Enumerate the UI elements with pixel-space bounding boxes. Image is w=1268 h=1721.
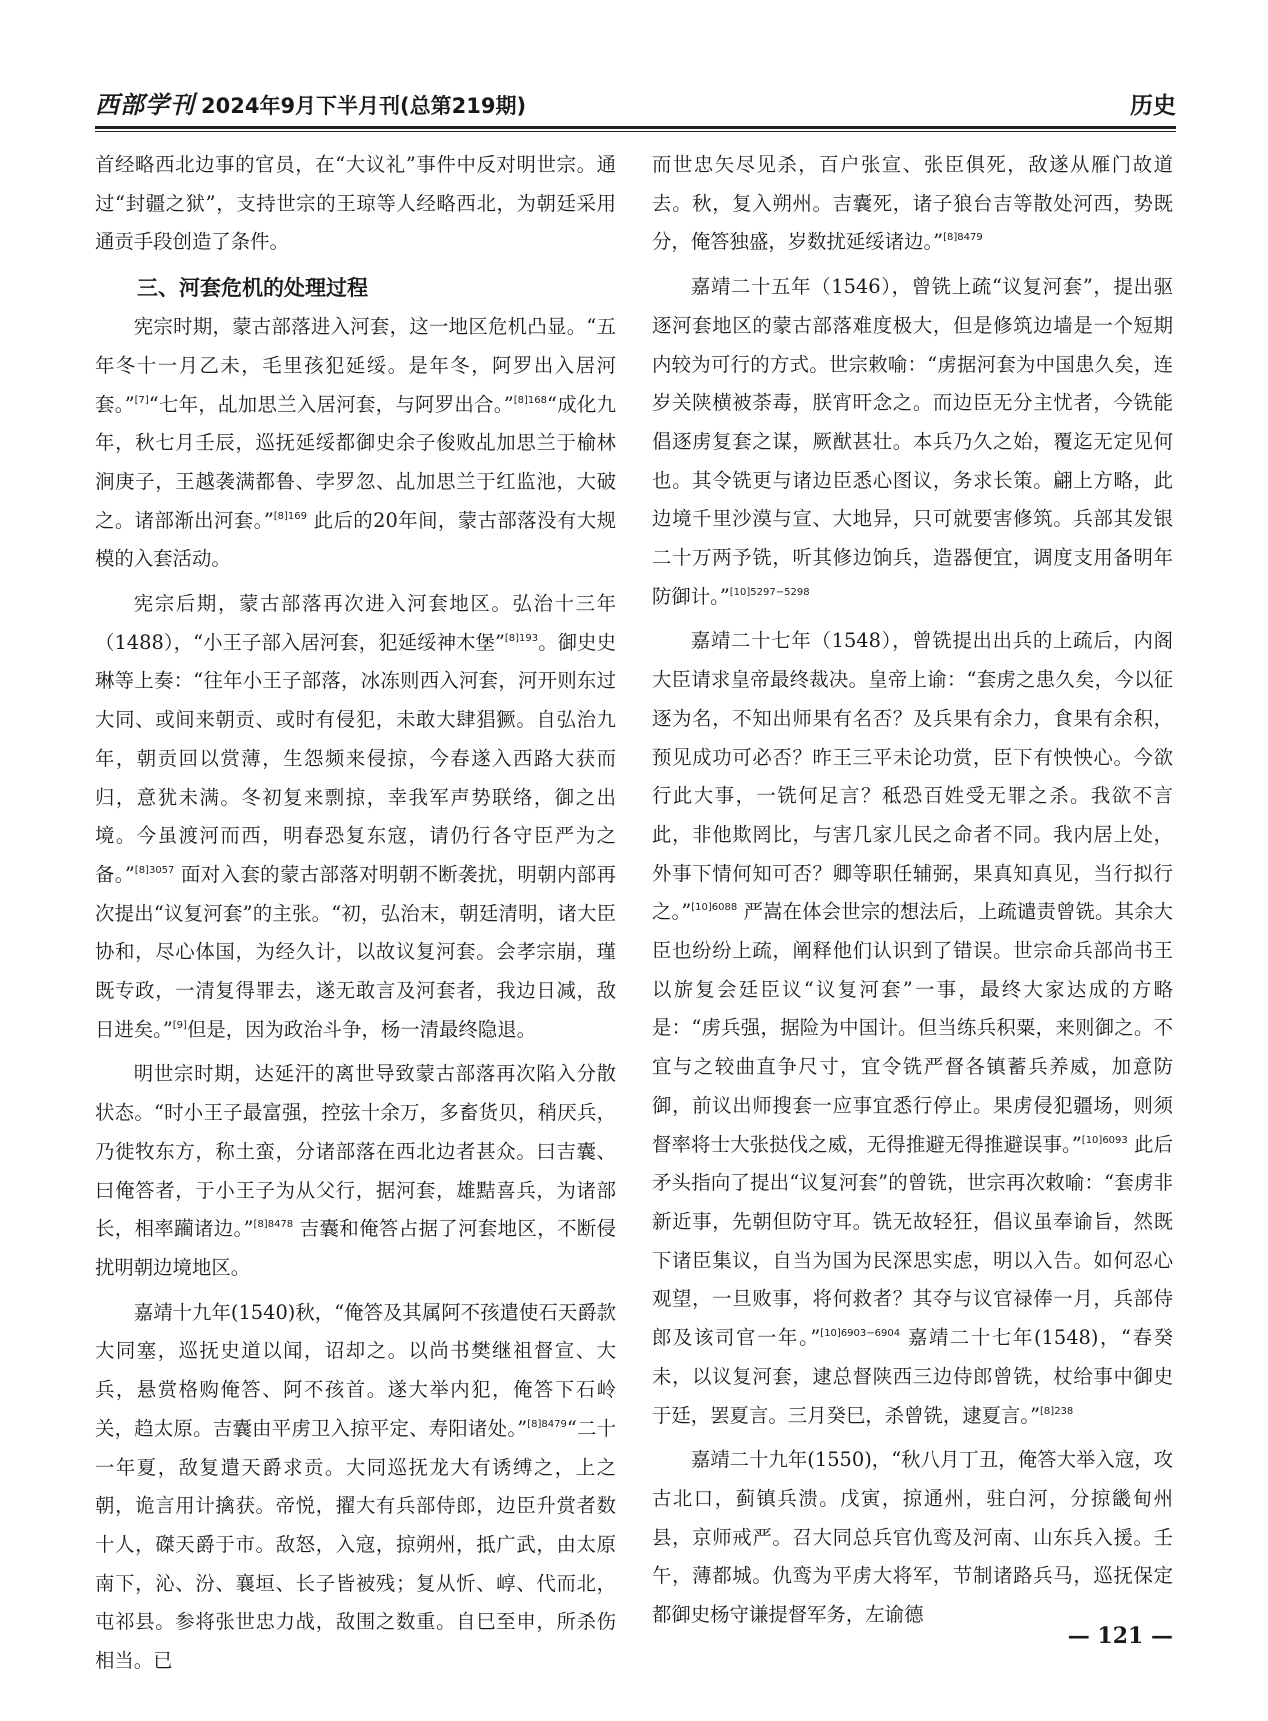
citation-ref: [8]193 xyxy=(504,632,539,644)
paragraph xyxy=(95,1294,616,1681)
citation-ref: [9] xyxy=(172,1019,187,1031)
text-run: 嘉靖二十七年(1548)，“春癸未，以议复河套，逮总督陕西三边侍郎曾铣，杖给事中御史于廷，罢夏言。三月癸巳，杀曾铣，逮夏言。” xyxy=(652,1326,1173,1427)
running-header xyxy=(95,86,1176,120)
paragraph xyxy=(652,1441,1173,1635)
text-run: 宪宗时期，蒙古部落进入河套，这一地区危机凸显。“五年冬十一月乙未，毛里孩犯延绥。是年冬，阿罗出入居河套。” xyxy=(95,315,616,416)
text-run: “二十一年夏，敌复遣天爵求贡。大同巡抚龙大有诱缚之，上之朝，诡言用计擒获。帝悦，擢大有兵部侍郎，边臣升赏者数十人，磔天爵于市。敌怒，入寇，掠朔州，抵广武，由太原南下，沁、汾、襄垣、长子皆被残；复从忻、崞、代而北，屯祁县。参将张世忠力战，敌围之数重。自巳至申，所杀伤相当。已 xyxy=(95,1416,616,1673)
citation-ref: [10]5297−5298 xyxy=(729,586,810,598)
header-rule-thin xyxy=(95,131,1176,132)
issue-info: 2024年9月下半月刊(总第219期) xyxy=(201,94,527,118)
text-run: 明世宗时期，达延汗的离世导致蒙古部落再次陷入分散状态。“时小王子最富强，控弦十余万，多畜货贝，稍厌兵，乃徙牧东方，称土蛮，分诸部落在西北边者甚众。曰吉囊、曰俺答者，于小王子为从父行，据河套，雄黠喜兵，为诸部长，相率躏诸边。” xyxy=(95,1062,616,1241)
text-run: 。御史史琳等上奏：“往年小王子部落，冰冻则西入河套，河开则东过大同、或间来朝贡、或时有侵犯，未敢大肆猖獗。自弘治九年，朝贡回以赏薄，生怨频来侵掠，今春遂入西路大获而归，意犹未满。冬初复来剽掠，幸我军声势联络，御之出境。今虽渡河而西，明春恐复东寇，请仍行各守臣严为之备。” xyxy=(95,630,616,886)
citation-ref: [8]8478 xyxy=(253,1219,294,1231)
header-rule-thick xyxy=(95,126,1176,129)
text-run: “七年，乩加思兰入居河套，与阿罗出合。” xyxy=(148,392,514,416)
citation-ref: [8]8479 xyxy=(943,232,983,244)
text-run: 严嵩在体会世宗的想法后，上疏谴责曾铣。其余大臣也纷纷上疏，阐释他们认识到了错误。世宗命兵部尚书王以旂复会廷臣议“议复河套”一事，最终大家达成的方略是：“虏兵强，据险为中国计。但当练兵积粟，来则御之。不宜与之较曲直争尺寸，宜令铣严督各镇蓄兵养威，加意防御，前议出师搜套一应事宜悉行停止。果虏侵犯疆场，则须督率将士大张挞伐之威，无得推避无得推避误事。” xyxy=(652,900,1173,1156)
text-run: 此后矛头指向了提出“议复河套”的曾铣，世宗再次敕喻：“套虏非新近事，先朝但防守耳。铣无故轻狂，倡议虽奉谕旨，然既下诸臣集议，自当为国为民深思实虑，明以入告。如何忍心观望，一旦败事，将何救者？其夺与议官禄俸一月，兵部侍郎及该司官一年。” xyxy=(652,1132,1173,1350)
paragraph xyxy=(95,1055,616,1287)
text-run: 三、河套危机的处理过程 xyxy=(137,276,368,301)
citation-ref: [8]3057 xyxy=(134,864,175,876)
text-run: 宪宗后期，蒙古部落再次进入河套地区。弘治十三年（1488），“小王子部入居河套，犯延绥神木堡” xyxy=(95,592,616,654)
citation-ref: [7] xyxy=(134,394,149,406)
right-column xyxy=(652,146,1173,1641)
citation-ref: [8]169 xyxy=(273,510,308,522)
journal-logo: 西部学刊 xyxy=(95,90,195,119)
paragraph xyxy=(95,308,616,579)
citation-ref: [10]6903−6904 xyxy=(820,1328,901,1340)
text-run: 但是，因为政治斗争，杨一清最终隐退。 xyxy=(186,1017,536,1041)
text-run: 而世忠矢尽见杀，百户张宣、张臣俱死，敌遂从雁门故道去。秋，复入朔州。吉囊死，诸子狼台吉等散处河西，势既分，俺答独盛，岁数扰延绥诸边。” xyxy=(652,153,1173,254)
text-run: 吉囊和俺答占据了河套地区，不断侵扰明朝边境地区。 xyxy=(95,1217,616,1279)
text-run: “成化九年，秋七月壬辰，巡抚延绥都御史余子俊败乩加思兰于榆林涧庚子，王越袭满都鲁、孛罗忽、乩加思兰于红监池，大破之。诸部渐出河套。” xyxy=(95,392,616,532)
header-left xyxy=(95,85,526,120)
text-run: 嘉靖十九年(1540)秋，“俺答及其属阿不孩遣使石天爵款大同塞，巡抚史道以闻，诏却之。以尚书樊继祖督宣、大兵，悬赏格购俺答、阿不孩首。遂大举内犯，俺答下石岭关，趋太原。吉囊由平虏卫入掠平定、寿阳诸处。” xyxy=(95,1300,616,1440)
citation-ref: [8]238 xyxy=(1040,1405,1074,1417)
text-run: 嘉靖二十五年（1546），曾铣上疏“议复河套”，提出驱逐河套地区的蒙古部落难度极大，但是修筑边墙是一个短期内较为可行的方式。世宗敕喻：“虏据河套为中国患久矣，连岁关陕横被荼毒，朕宵旰念之。而边臣无分主忧者，今铣能倡逐虏复套之谋，厥猷甚壮。本兵乃久之始，覆迄无定见何也。其令铣更与诸边臣悉心图议，务求长策。翩上方略，此边境千里沙漠与宣、大地异，只可就要害修筑。兵部其发银二十万两予铣，听其修边饷兵，造器便宜，调度支用备明年防御计。” xyxy=(652,275,1173,608)
citation-ref: [10]6088 xyxy=(691,902,738,914)
paragraph xyxy=(95,585,616,1049)
paragraph xyxy=(652,622,1173,1435)
text-run: 嘉靖二十七年（1548），曾铣提出出兵的上疏后，内阁大臣请求皇帝最终裁决。皇帝上谕：“套虏之患久矣，今以征逐为名，不知出师果有名否？及兵果有余力，食果有余积，预见成功可必否？昨王三平未论功赏，臣下有怏怏心。今欲行此大事，一铣何足言？秪恐百姓受无罪之杀。我欲不言此，非他欺罔比，与害几家儿民之命者不同。我内居上处，外事下情何知可否？卿等职任辅弼，果真知真见，当行拟行之。” xyxy=(652,629,1173,924)
text-run: 此后的20年间，蒙古部落没有大规模的入套活动。 xyxy=(95,508,617,571)
paragraph xyxy=(652,268,1173,616)
paragraph xyxy=(95,146,616,262)
text-run: 面对入套的蒙古部落对明朝不断袭扰，明朝内部再次提出“议复河套”的主张。“初，弘治末，朝廷清明，诸大臣协和，尽心体国，为经久计，以故议复河套。会孝宗崩，瑾既专政，一清复得罪去，遂无敢言及河套者，我边日减，敌日进矣。” xyxy=(95,862,616,1041)
text-run: 嘉靖二十九年(1550)，“秋八月丁丑，俺答大举入寇，攻古北口，蓟镇兵溃。戊寅，掠通州，驻白河，分掠畿甸州县，京师戒严。召大同总兵官仇鸾及河南、山东兵入援。壬午，薄都城。仇鸾为平虏大将军，节制诸路兵马，巡抚保定都御史杨守谦提督军务，左谕德 xyxy=(652,1448,1173,1627)
left-column xyxy=(95,146,616,1687)
paragraph xyxy=(652,146,1173,262)
citation-ref: [8]168 xyxy=(513,394,547,406)
page-number: — 121 — xyxy=(1067,1623,1173,1649)
citation-ref: [8]8479 xyxy=(527,1418,567,1430)
section-heading xyxy=(95,268,616,308)
text-run: 首经略西北边事的官员，在“大议礼”事件中反对明世宗。通过“封疆之狱”，支持世宗的王琼等人经略西北，为朝廷采用通贡手段创造了条件。 xyxy=(95,153,616,254)
section-tag: 历史 xyxy=(1130,93,1176,119)
citation-ref: [10]6093 xyxy=(1081,1134,1128,1146)
